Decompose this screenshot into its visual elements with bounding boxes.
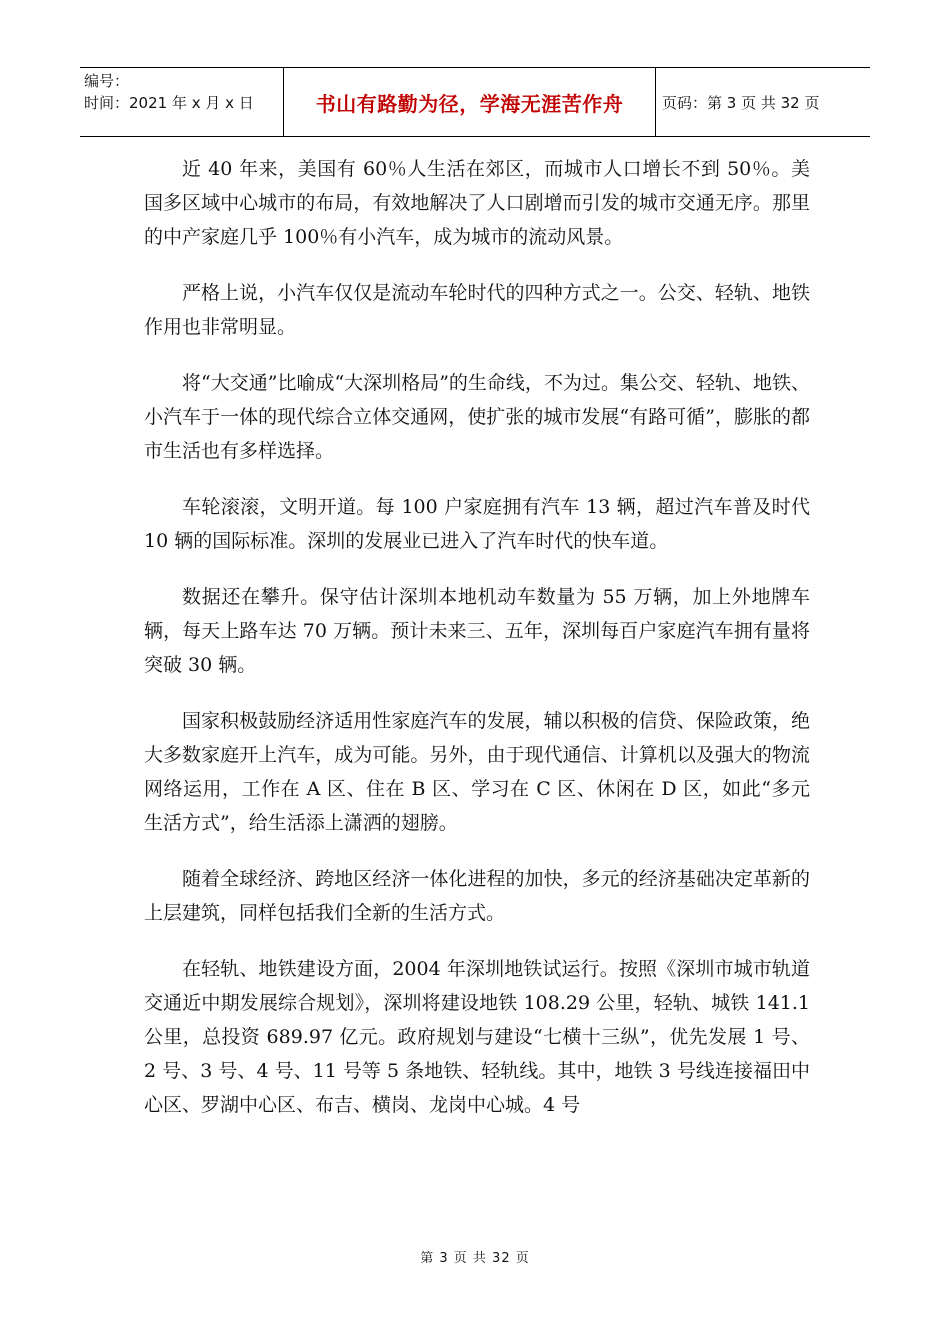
paragraph: 数据还在攀升。保守估计深圳本地机动车数量为 55 万辆，加上外地牌车辆，每天上路车达 70 万辆。预计未来三、五年，深圳每百户家庭汽车拥有量将突破 30 辆。 [144, 586, 810, 676]
paragraph: 在轻轨、地铁建设方面，2004 年深圳地铁试运行。按照《深圳市城市轨道交通近中期发展综合规划》，深圳将建设地铁 108.29 公里，轻轨、城铁 141.1 公里，总投资 689.97 亿元。政府规划与建设“七横十三纵”，优先发展 1 号、2 号、3 号、4 号、11 号等 5 条地铁、轻轨线。其中，地铁 3 号线连接福田中心区、罗湖中心区、布吉、横岗、龙岗中心城。4 号 [144, 958, 810, 1116]
paragraph: 车轮滚滚，文明开道。每 100 户家庭拥有汽车 13 辆，超过汽车普及时代 10 辆的国际标准。深圳的发展业已进入了汽车时代的快车道。 [144, 496, 810, 552]
header-table [80, 67, 870, 137]
paragraph: 近 40 年来，美国有 60％人生活在郊区，而城市人口增长不到 50％。美国多区域中心城市的布局，有效地解决了人口剧增而引发的城市交通无序。那里的中产家庭几乎 100％有小汽车，成为城市的流动风景。 [144, 158, 810, 248]
document-time-label: 时间：2021 年 x 月 x 日 [84, 94, 254, 112]
paragraph: 将“大交通”比喻成“大深圳格局”的生命线，不为过。集公交、轻轨、地铁、小汽车于一体的现代综合立体交通网，使扩张的城市发展“有路可循”，膨胀的都市生活也有多样选择。 [144, 372, 810, 462]
document-number-label: 编号： [84, 72, 130, 90]
header-page-info: 页码：第 3 页 共 32 页 [662, 93, 820, 112]
paragraph: 严格上说，小汽车仅仅是流动车轮时代的四种方式之一。公交、轻轨、地铁作用也非常明显。 [144, 282, 810, 338]
paragraph: 随着全球经济、跨地区经济一体化进程的加快，多元的经济基础决定革新的上层建筑，同样包括我们全新的生活方式。 [144, 868, 810, 924]
page-footer: 第 3 页 共 32 页 [420, 1251, 530, 1266]
header-motto: 书山有路勤为径，学海无涯苦作舟 [283, 68, 656, 136]
header-meta-cell [80, 68, 283, 136]
paragraph: 国家积极鼓励经济适用性家庭汽车的发展，辅以积极的信贷、保险政策，绝大多数家庭开上汽车，成为可能。另外，由于现代通信、计算机以及强大的物流网络运用，工作在 A 区、住在 B 区、学习在 C 区、休闲在 D 区，如此“多元生活方式”，给生活添上潇洒的翅膀。 [144, 710, 810, 834]
document-body [144, 152, 810, 1144]
